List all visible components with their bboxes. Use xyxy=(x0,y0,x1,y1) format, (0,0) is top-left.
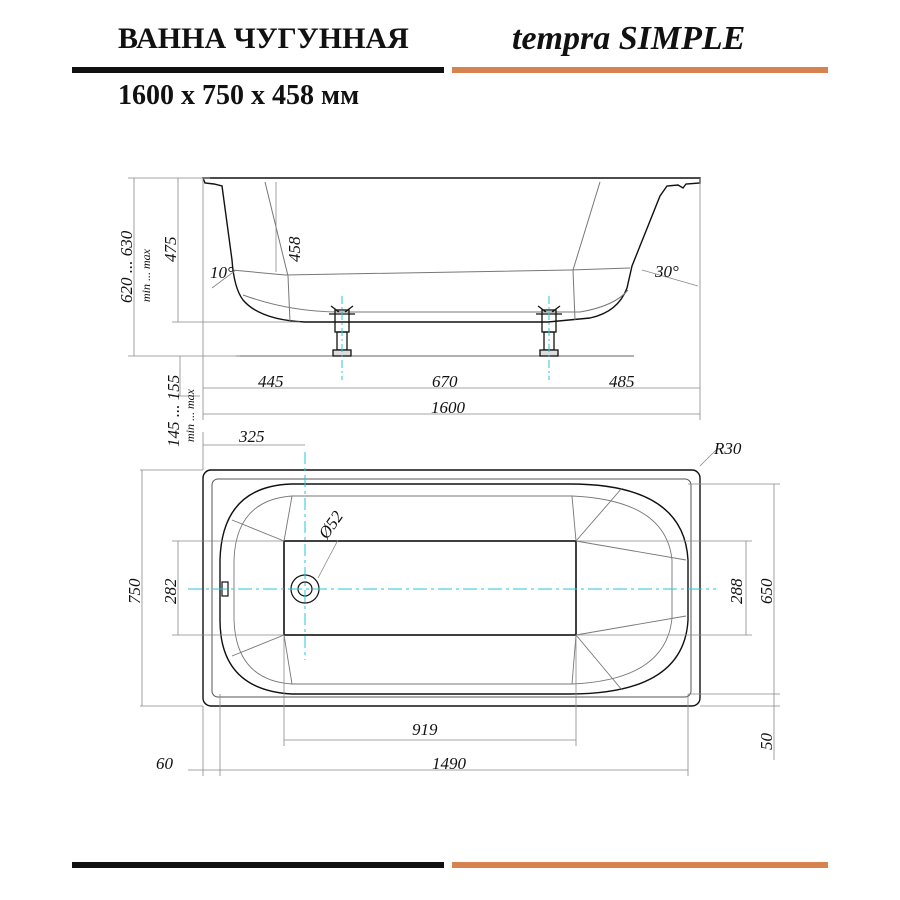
label-seg-left: 445 xyxy=(258,372,284,391)
label-rim-offset: 60 xyxy=(156,754,173,773)
footer-rule-dark xyxy=(72,862,444,868)
side-inner-basin xyxy=(232,268,630,275)
label-height-range: 620 ... 630 xyxy=(117,230,136,303)
footer-rule-accent xyxy=(452,862,828,868)
label-bottom-length: 919 xyxy=(412,720,438,739)
label-angle-left: 10° xyxy=(210,263,234,282)
label-bottom-right-width: 288 xyxy=(727,578,746,604)
side-view xyxy=(203,178,700,322)
label-seg-middle: 670 xyxy=(432,372,458,391)
brand-title: tempra SIMPLE xyxy=(512,20,746,57)
label-drain-diameter: Ø52 xyxy=(314,507,348,543)
label-rim-margin: 50 xyxy=(757,733,776,750)
dimensions-subtitle: 1600 x 750 x 458 мм xyxy=(118,80,360,111)
product-title: ВАННА ЧУГУННАЯ xyxy=(118,22,409,55)
label-rim-height: 475 xyxy=(161,236,180,262)
label-inner-width: 650 xyxy=(757,578,776,604)
label-total-length: 1600 xyxy=(431,398,465,417)
label-inner-length: 1490 xyxy=(432,754,466,773)
label-seg-right: 485 xyxy=(609,372,635,391)
label-width: 750 xyxy=(125,578,144,604)
label-radius: R30 xyxy=(714,439,742,458)
top-bottom-flat xyxy=(284,541,576,635)
label-bottom-left-width: 282 xyxy=(161,578,180,604)
label-height-range-note: min ... max xyxy=(139,249,153,302)
label-drain-offset: 325 xyxy=(239,427,265,446)
label-leg-range-note: min ... max xyxy=(183,389,197,442)
label-angle-right: 30° xyxy=(655,262,679,281)
label-depth: 458 xyxy=(285,236,304,262)
label-leg-range: 145 ... 155 xyxy=(164,374,183,447)
side-rim xyxy=(203,178,700,322)
